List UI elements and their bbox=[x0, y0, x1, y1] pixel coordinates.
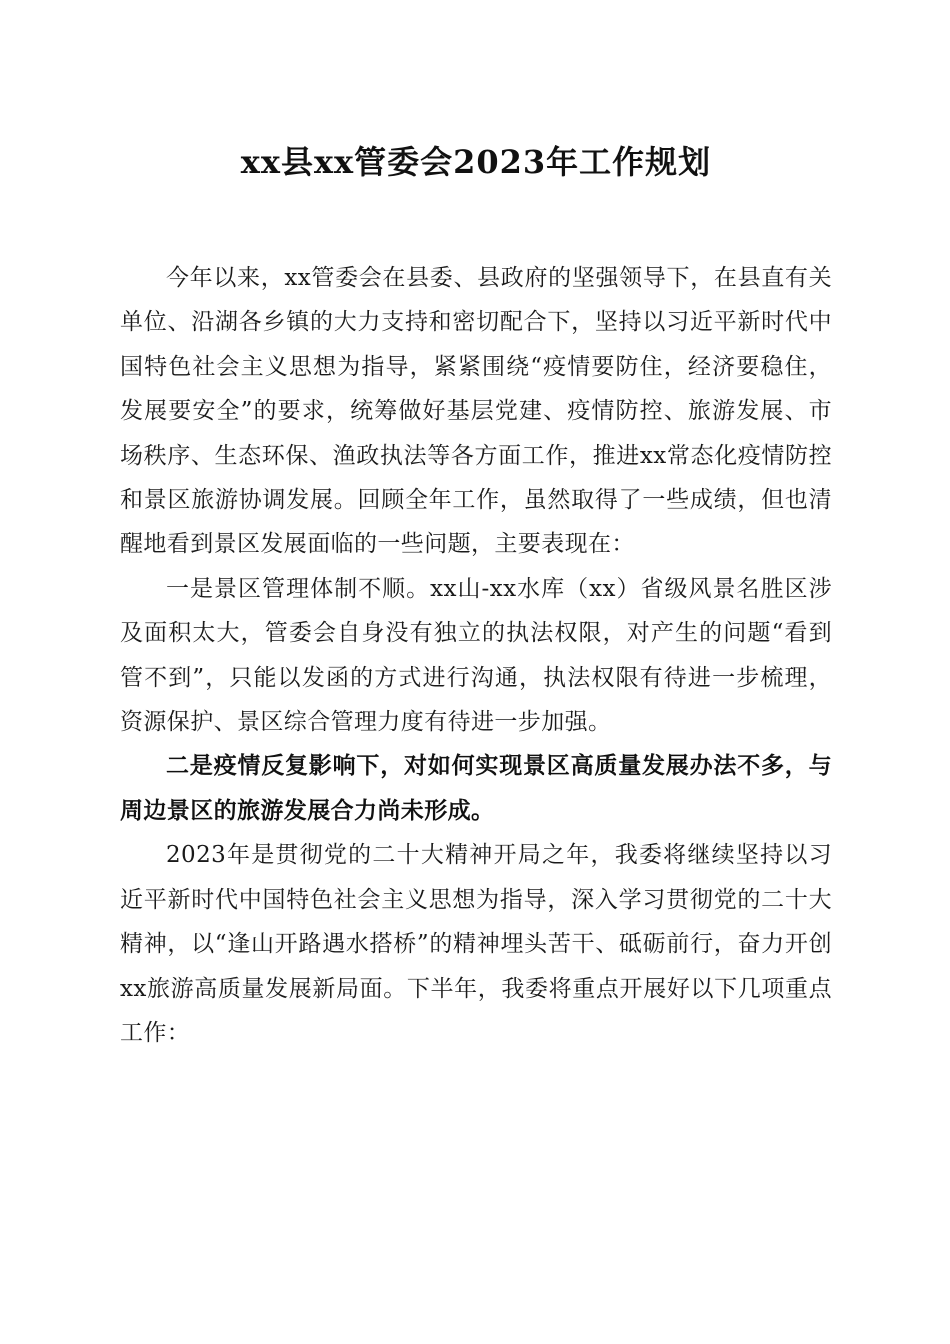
intro-paragraph: 今年以来，xx管委会在县委、县政府的坚强领导下，在县直有关单位、沿湖各乡镇的大力支持和密切配合下，坚持以习近平新时代中国特色社会主义思想为指导，紧紧围绕“疫情要防住，经济要稳住，发展要安全”的要求，统筹做好基层党建、疫情防控、旅游发展、市场秩序、生态环保、渔政执法等各方面工作，推进xx常态化疫情防控和景区旅游协调发展。回顾全年工作，虽然取得了一些成绩，但也清醒地看到景区发展面临的一些问题，主要表现在： bbox=[120, 265, 832, 558]
plan-paragraph: 2023年是贯彻党的二十大精神开局之年，我委将继续坚持以习近平新时代中国特色社会主义思想为指导，深入学习贯彻党的二十大精神，以“逢山开路遇水搭桥”的精神埋头苦干、砥砺前行，奋力开创xx旅游高质量发展新局面。下半年，我委将重点开展好以下几项重点工作： bbox=[120, 842, 832, 1046]
problem-two-paragraph: 二是疫情反复影响下，对如何实现景区高质量发展办法不多，与周边景区的旅游发展合力尚未形成。 bbox=[120, 752, 832, 824]
document-title: xx县xx管委会2023年工作规划 bbox=[240, 143, 712, 181]
problem-one-paragraph: 一是景区管理体制不顺。xx山-xx水库（xx）省级风景名胜区涉及面积太大，管委会自身没有独立的执法权限，对产生的问题“看到管不到”，只能以发函的方式进行沟通，执法权限有待进一步梳理，资源保护、景区综合管理力度有待进一步加强。 bbox=[120, 575, 832, 736]
